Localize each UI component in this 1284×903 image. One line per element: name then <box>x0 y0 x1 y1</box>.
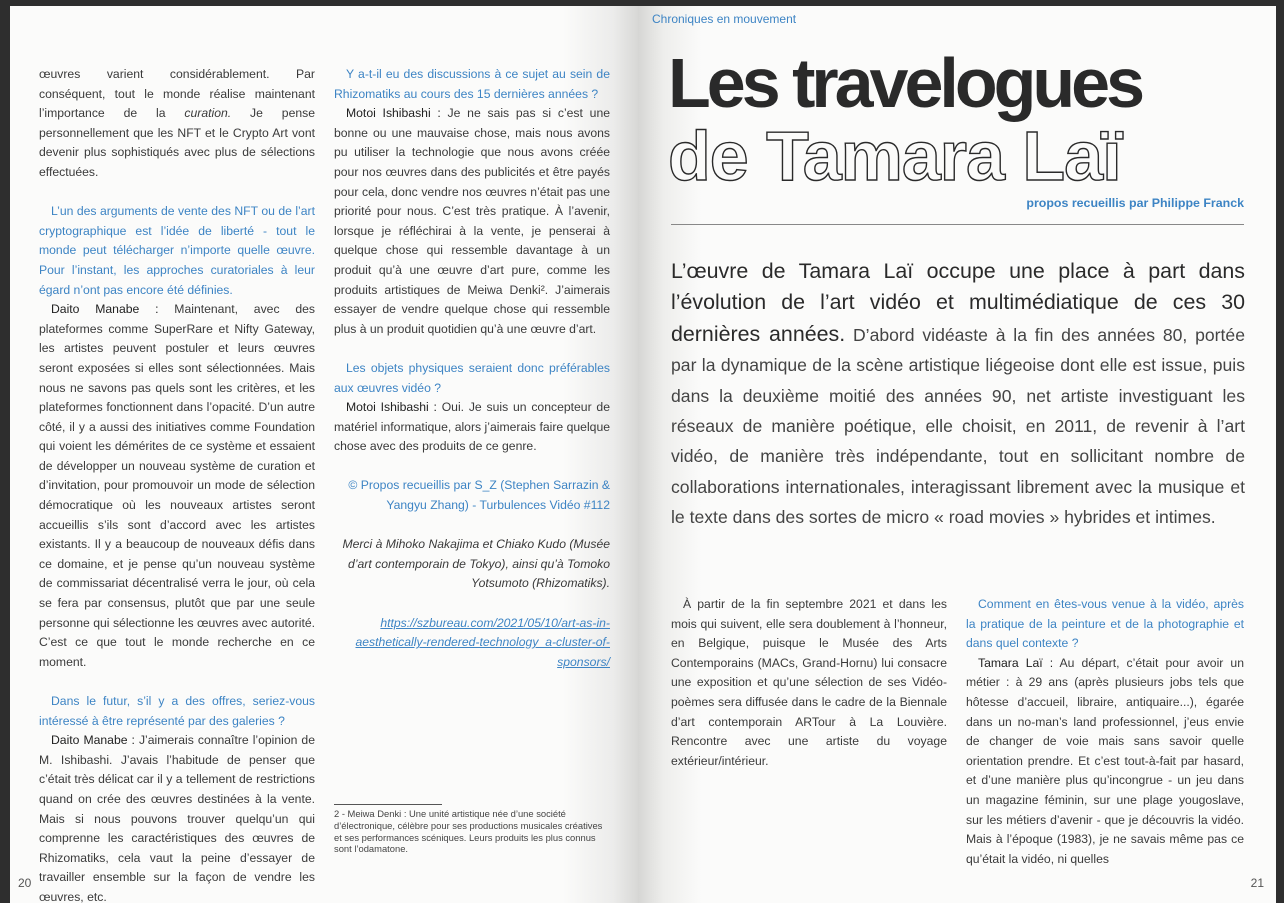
byline: propos recueillis par Philippe Franck <box>1026 196 1244 210</box>
interview-question: Y a-t-il eu des discussions à ce sujet au sein de Rhizomatiks au cours des 15 dernières années ? <box>334 67 610 101</box>
interview-question: Les objets physiques seraient donc préférables aux œuvres vidéo ? <box>334 360 610 395</box>
page-number: 20 <box>18 876 32 890</box>
interview-credit: © Propos recueillis par S_Z (Stephen Sarrazin & Yangyu Zhang) - Turbulences Vidéo #112 <box>348 478 610 513</box>
paragraph: œuvres varient considérablement. Par conséquent, tout le monde réalise maintenant l’importance de la curation. Je pense personnellement que les NFT et le Crypto Art vont devenir plus sophistiqués avec plus de sélections effectuées. <box>39 67 315 179</box>
left-page <box>10 6 638 903</box>
footnote-rule <box>334 804 442 805</box>
intro-paragraph: À partir de la fin septembre 2021 et dans les mois qui suivent, elle sera doublement à l’honneur, en Belgique, puisque le Musée des Arts Contemporains (MACs, Grand-Hornu) lui consacre une exposition et qu’une sélection de ses Vidéo-poèmes sera diffusée dans le cadre de la Biennale d’art contemporain ARTour à La Louvière. Rencontre avec une artiste du voyage extérieur/intérieur. <box>671 597 947 768</box>
right-column-1 <box>671 595 947 771</box>
left-column-2 <box>334 65 610 672</box>
right-column-2 <box>966 595 1244 869</box>
speaker-name: Daito Manabe : <box>51 302 159 317</box>
acknowledgements: Merci à Mihoko Nakajima et Chiako Kudo (Musée d’art contemporain de Tokyo), ainsi qu’à Tomoko Yotsumoto (Rhizomatiks). <box>342 537 610 591</box>
interview-answer: Tamara Laï : Au départ, c’était pour avoir un métier : à 29 ans (après plusieurs jobs tels que hôtesse d’accueil, libraire, antiquaire...), égarée dans un no-man’s land professionnel, j’eus envie de changer de voie mais sans savoir quelle orientation prendre. Et c’est tout-à-fait par hasard, et d’une manière plus qu’incongrue - un jeu dans un magazine féminin, sur une plage yougoslave, sur les métiers d’avenir - que je découvris la vidéo. Mais à l’époque (1983), je ne savais même pas ce qu’était la vidéo, ni quelles <box>966 655 1244 866</box>
source-url <box>334 614 610 673</box>
section-rubric: Chroniques en mouvement <box>652 12 797 26</box>
speaker-name: Motoi Ishibashi : <box>346 400 437 415</box>
article-title-line-1: Les travelogues <box>668 44 1141 122</box>
speaker-name: Daito Manabe : <box>51 733 135 748</box>
interview-question: Comment en êtes-vous venue à la vidéo, après la pratique de la peinture et de la photographie et dans quel contexte ? <box>966 597 1244 651</box>
interview-answer: Motoi Ishibashi : Je ne sais pas si c’est une bonne ou une mauvaise chose, mais nous avons pu utiliser la technologie que nous avons créée pour nos œuvres dans des publicités et être payés pour cela, donc vendre nos œuvres n’était pas une priorité pour nous. C’est très pratique. À l’avenir, lorsque je réfléchirai à la vente, je penserai à quelque chose qui ressemble davantage à un produit qu’à une œuvre d’art pure, comme les produits artistiques de Meiwa Denki². J’aimerais essayer de vendre quelque chose qui ressemble plus à un produit quotidien qu’à une œuvre d’art. <box>334 106 610 336</box>
lead-paragraph: L’œuvre de Tamara Laï occupe une place à part dans l’évolution de l’art vidéo et multimédiatique de ces 30 dernières années. D’abord vidéaste à la fin des années 80, portée par la dynamique de la scène artistique liégeoise dont elle est issue, puis dans la deuxième moitié des années 90, net artiste investiguant les réseaux de manière poétique, elle choisit, en 2011, de revenir à l’art vidéo, de manière très indépendante, tout en sollicitant nombre de collaborations internationales, interagissant librement avec la musique et le texte dans des sortes de micro « road movies » hybrides et intimes. <box>671 259 1245 528</box>
source-link[interactable]: https://szbureau.com/2021/05/10/art-as-in-aesthetically-rendered-technology_a-cluster-of-sponsors/ <box>355 615 610 669</box>
speaker-name: Motoi Ishibashi : <box>346 106 441 121</box>
article-title-line-2: de Tamara Laï <box>668 117 1121 195</box>
interview-answer: Daito Manabe : Maintenant, avec des plateformes comme SuperRare et Nifty Gateway, les artistes peuvent postuler et leurs œuvres seront exposées si elles sont sélectionnées. Mais nous ne savons pas quels sont les critères, et les plateformes fonctionnent dans l’opacité. D’un autre côté, il y a aussi des initiatives comme Foundation qui voient les démérites de ce système et essaient de développer un nouveau système de curation et d’invitation, pour promouvoir un mode de sélection démocratique où les nouveaux artistes seront accueillis s’ils sont d’accord avec les artistes existants. Il y a beaucoup de nouveaux défis dans ce domaine, et je pense qu’un nouveau système de commissariat décentralisé verra le jour, où cela se fera par consensus, plutôt que par une seule personne qui sélectionne les œuvres avec autorité. C’est ce que tout le monde recherche en ce moment. <box>39 302 315 669</box>
interview-answer: Daito Manabe : J’aimerais connaître l’opinion de M. Ishibashi. J’avais l’habitude de penser que c’était très délicat car il y a tellement de restrictions quand on crée des œuvres destinées à la vente. Mais si nous pouvons trouver quelqu’un qui comprenne les caractéristiques des œuvres de Rhizomatiks, cela vaut la peine d’essayer de travailler ensemble sur la façon de vendre les œuvres, etc. <box>39 733 315 903</box>
title-rule <box>671 224 1244 225</box>
right-page <box>638 6 1276 903</box>
page-number: 21 <box>1250 876 1264 890</box>
footnote: 2 - Meiwa Denki : Une unité artistique née d’une société d’électronique, célèbre pour ses productions musicales créatives et ses performances scéniques. Leurs produits les plus connus sont l’odamatone. <box>334 808 603 855</box>
speaker-name: Tamara Laï : <box>978 655 1054 670</box>
interview-question: L’un des arguments de vente des NFT ou de l’art cryptographique est l’idée de liberté - tout le monde peut télécharger n’importe quelle œuvre. Pour l’instant, les approches curatoriales à leur égard n’ont pas encore été définies. <box>39 204 315 297</box>
left-column-1 <box>39 65 315 903</box>
interview-question: Dans le futur, s’il y a des offres, seriez-vous intéressé à être représenté par des galeries ? <box>39 694 315 728</box>
interview-answer: Motoi Ishibashi : Oui. Je suis un concepteur de matériel informatique, alors j’aimerais faire quelque chose avec des produits de ce genre. <box>334 400 610 454</box>
